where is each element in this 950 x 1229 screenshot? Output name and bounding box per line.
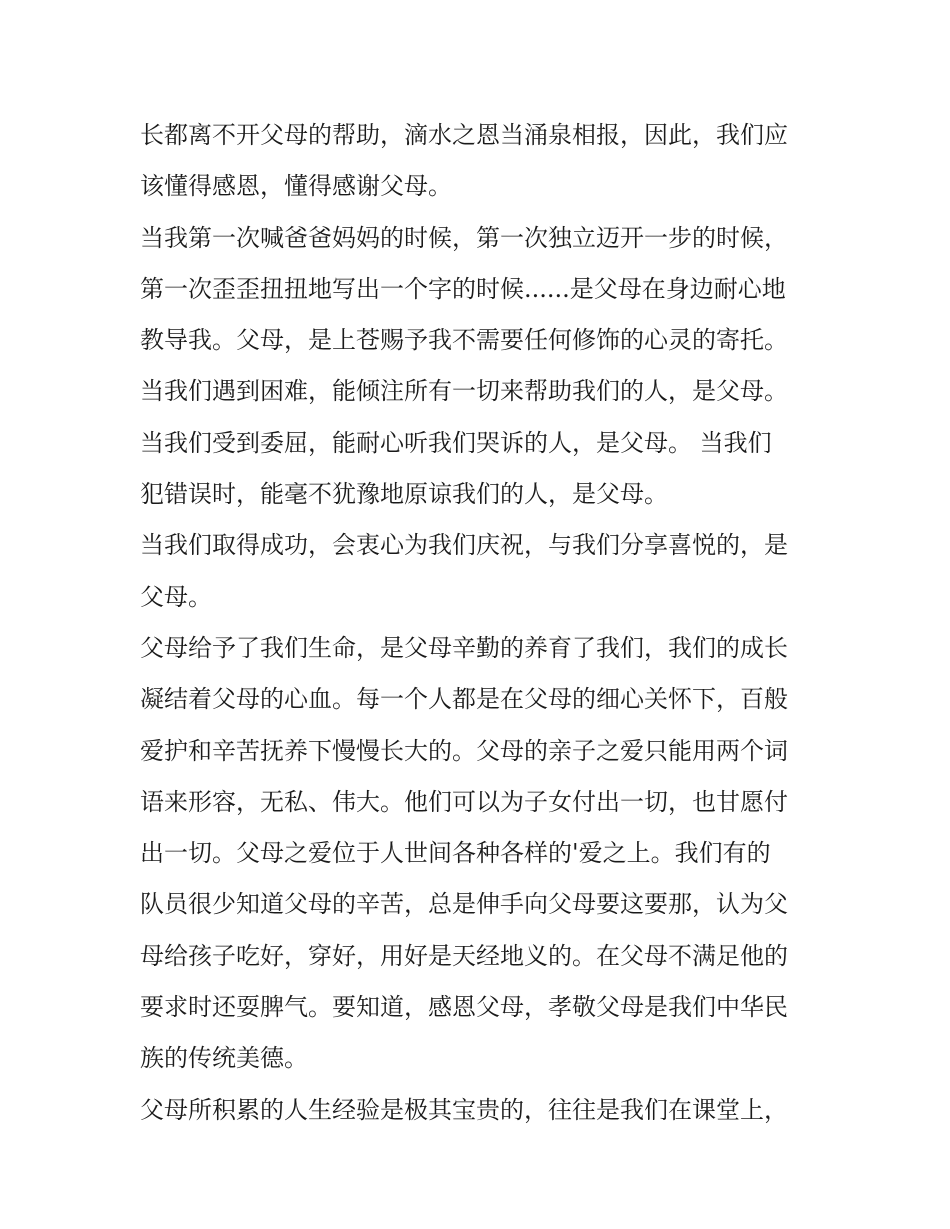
text-line: 当我们受到委屈，能耐心听我们哭诉的人，是父母。 当我们 bbox=[140, 428, 772, 457]
text-line: 当我第一次喊爸爸妈妈的时候，第一次独立迈开一步的时候， bbox=[140, 223, 788, 252]
text-line: 当我们遇到困难，能倾注所有一切来帮助我们的人，是父母。 bbox=[140, 377, 788, 406]
text-line: 父母给予了我们生命，是父母辛勤的养育了我们，我们的成长 bbox=[140, 633, 788, 662]
text-line: 该懂得感恩，懂得感谢父母。 bbox=[140, 172, 452, 201]
text-line: 第一次歪歪扭扭地写出一个字的时候......是父母在身边耐心地 bbox=[140, 274, 786, 303]
body-text bbox=[140, 110, 820, 1136]
text-line: 爱护和辛苦抚养下慢慢长大的。父母的亲子之爱只能用两个词 bbox=[140, 736, 788, 765]
text-line: 语来形容，无私、伟大。他们可以为子女付出一切，也甘愿付 bbox=[140, 787, 788, 816]
text-line: 母给孩子吃好，穿好，用好是天经地义的。在父母不满足他的 bbox=[140, 941, 788, 970]
text-line: 凝结着父母的心血。每一个人都是在父母的细心关怀下，百般 bbox=[140, 685, 788, 714]
text-line: 教导我。父母，是上苍赐予我不需要任何修饰的心灵的寄托。 bbox=[140, 326, 788, 355]
text-line: 长都离不开父母的帮助，滴水之恩当涌泉相报，因此，我们应 bbox=[140, 121, 788, 149]
text-line: 当我们取得成功，会衷心为我们庆祝，与我们分享喜悦的，是 bbox=[140, 531, 788, 560]
text-line: 出一切。父母之爱位于人世间各种各样的'爱之上。我们有的 bbox=[140, 839, 771, 868]
text-line: 族的传统美德。 bbox=[140, 1044, 308, 1073]
text-line: 队员很少知道父母的辛苦，总是伸手向父母要这要那，认为父 bbox=[140, 890, 788, 919]
text-line: 父母所积累的人生经验是极其宝贵的，往往是我们在课堂上， bbox=[140, 1095, 788, 1124]
text-line: 父母。 bbox=[140, 582, 212, 611]
text-line: 犯错误时，能毫不犹豫地原谅我们的人，是父母。 bbox=[140, 480, 668, 509]
text-line: 要求时还耍脾气。要知道，感恩父母，孝敬父母是我们中华民 bbox=[140, 993, 788, 1022]
